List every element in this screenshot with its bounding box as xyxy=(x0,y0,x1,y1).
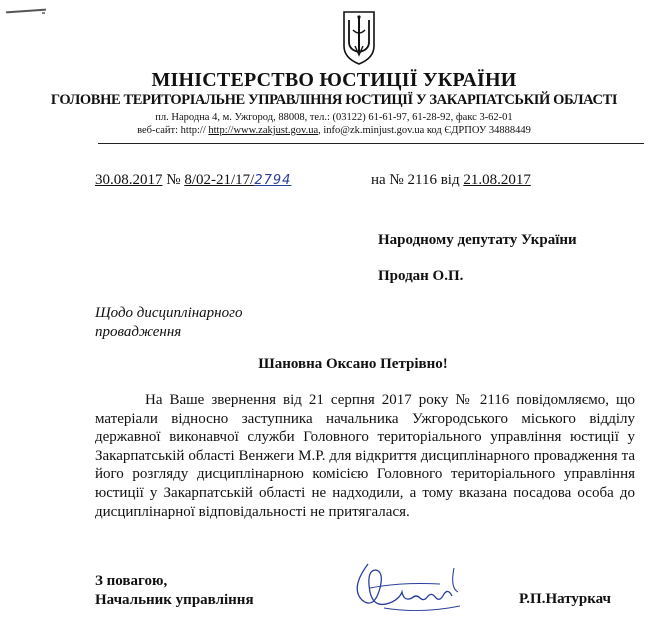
incoming-date: 21.08.2017 xyxy=(463,172,531,188)
signature-image xyxy=(340,558,470,618)
letter-body xyxy=(95,391,635,521)
number-label: № xyxy=(162,172,185,188)
outgoing-registration xyxy=(95,172,291,189)
incoming-prefix: на № 2116 від xyxy=(371,172,464,188)
website-link[interactable]: http://www.zakjust.gov.ua xyxy=(208,125,319,136)
trident-emblem-icon xyxy=(340,8,378,66)
department-title: ГОЛОВНЕ ТЕРИТОРІАЛЬНЕ УПРАВЛІННЯ ЮСТИЦІЇ У ЗАКАРПАТСЬКІЙ ОБЛАСТІ xyxy=(50,92,618,108)
signer-name: Р.П.Натуркач xyxy=(519,591,612,607)
address-line: пл. Народна 4, м. Ужгород, 88008, тел.: (03122) 61-61-97, 61-28-92, факс 3-62-01 xyxy=(155,112,513,123)
web-prefix: веб-сайт: http:// xyxy=(137,125,209,136)
signer-position: Начальник управління xyxy=(95,592,254,608)
salutation: Шановна Оксано Петрівно! xyxy=(258,356,448,372)
subject xyxy=(95,304,242,342)
website-line xyxy=(0,125,668,136)
closing-line: З повагою, xyxy=(95,573,168,589)
scan-mark xyxy=(42,12,45,14)
ministry-title: МІНІСТЕРСТВО ЮСТИЦІЇ УКРАЇНИ xyxy=(151,69,517,91)
outgoing-number: 8/02-21/17/ xyxy=(184,172,255,188)
subject-line: Щодо дисциплінарного xyxy=(95,305,243,321)
closing xyxy=(95,572,254,610)
edrpou-code: код ЄДРПОУ 34888449 xyxy=(424,125,531,136)
email-link[interactable]: info@zk.minjust.gov.ua xyxy=(323,125,425,136)
handwritten-number: 2794 xyxy=(254,173,292,188)
outgoing-date: 30.08.2017 xyxy=(95,172,163,188)
incoming-reference xyxy=(371,172,531,189)
web-separator: , xyxy=(318,125,324,136)
subject-line: провадження xyxy=(95,324,182,340)
recipient-title: Народному депутату України xyxy=(378,232,577,248)
scan-mark xyxy=(6,9,46,14)
body-paragraph: На Ваше звернення від 21 серпня 2017 року № 2116 повідомляємо, що матеріали відносно заступника начальника Ужгородського міського відділу державної виконавчої служби Головного територіального управління юстиції у Закарпатській області Венжеги М.Р. для відкриття дисциплінарного провадження та його розгляду дисциплінарною комісією Головного територіального управління юстиції у Закарпатській області не надходили, а тому вказана посадова особа до дисциплінарної відповідальності не притягалася. xyxy=(95,392,635,520)
header-divider xyxy=(98,143,644,144)
recipient-name: Продан О.П. xyxy=(378,268,464,284)
